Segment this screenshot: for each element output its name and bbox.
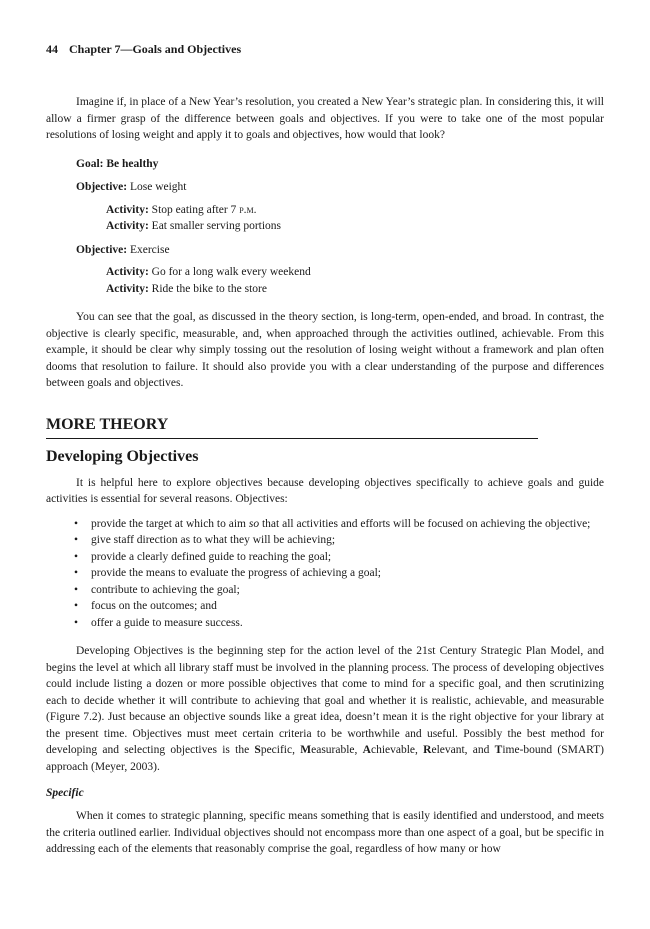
activity-line: Activity: Eat smaller serving portions [106,220,282,232]
chapter-title: Chapter 7—Goals and Objectives [69,42,242,56]
objectives-bullet-list [46,516,604,632]
goal-line [76,156,604,173]
bullet-item: • provide a clearly defined guide to reaching the goal; [74,550,332,563]
section-heading: MORE THEORY [46,416,538,439]
bullet-item: • offer a guide to measure success. [74,616,243,629]
goal-outline [46,156,604,298]
bullet-item: • contribute to achieving the goal; [74,583,240,596]
bullet-item: • provide the means to evaluate the progress of achieving a goal; [74,567,381,579]
activity-line: Activity: Go for a long walk every weekend [106,266,311,278]
specific-heading: Specific [46,787,84,799]
smart-paragraph: Developing Objectives is the beginning step for the action level of the 21st Century Strategic Plan Model, and begins the level at which all library staff must be involved in the planning process. The process of developing objectives could include listing a dozen or more possible objectives that come to mind for a specific goal, and then scrutinizing each to decide whether it will contribute to achieving that goal and whether it is realistic, achievable, and measurable (Figure 7.2). Just because an objective sounds like a great idea, doesn’t mean it is the right objective for your library at the present time. Objectives must meet certain criteria to be worthwhile and useful. Possibly the best method for developing and selecting objectives is the Specific, Measurable, Achievable, Relevant, and Time-bound (SMART) approach (Meyer, 2003). [46,645,604,773]
activity-line: Activity: Ride the bike to the store [106,282,267,295]
bullet-item: • focus on the outcomes; and [74,600,217,612]
bullet-item: • provide the target at which to aim so that all activities and efforts will be focused on achieving the objective; [74,517,591,530]
intro-paragraph: Imagine if, in place of a New Year’s resolution, you created a New Year’s strategic plan. In considering this, it will allow a firmer grasp of the difference between goals and objectives. If you were to take one of the most popular resolutions of losing weight and apply it to goals and objectives, how would that look? [46,96,604,141]
page-number: 44 [46,42,58,56]
objectives-intro-paragraph: It is helpful here to explore objectives because developing objectives specifically to achieve goals and guide activities is essential for several reasons. Objectives: [46,476,604,505]
objective-line: Objective: Exercise [76,243,170,256]
activity-line: Activity: Stop eating after 7 p.m. [106,203,257,216]
subsection-heading: Developing Objectives [46,447,199,465]
bullet-item: • give staff direction as to what they will be achieving; [74,534,336,546]
running-head [46,42,604,57]
objective-line: Objective: Lose weight [76,181,187,193]
summary-paragraph: You can see that the goal, as discussed in the theory section, is long-term, open-ended, and broad. In contrast, the objective is clearly specific, measurable, and, when approached through the activities outlined, achievable. From this example, it should be clear why simply tossing out the resolution of losing weight without a framework and plan often dooms that resolution to failure. It should also provide you with a clear understanding of the purpose and differences between goals and objectives. [46,311,604,389]
goal-label: Goal: Be healthy [76,157,159,170]
specific-paragraph: When it comes to strategic planning, specific means something that is easily identified and understood, and meets the criteria outlined earlier. Individual objectives should not encompass more than one aspect of a goal, but be specific in addressing each of the elements that reasonably comprise the goal, regardless of how many or how [46,810,604,855]
